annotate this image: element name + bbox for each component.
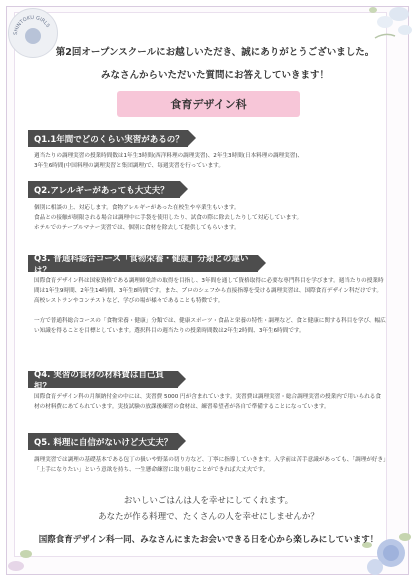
question-1-heading: Q1.1年間でどのくらい実習があるの？ — [28, 130, 188, 147]
question-5-heading: Q5. 料理に自信がないけど大丈夫？ — [28, 433, 178, 450]
answer-2-line-3: ホテルでのテーブルマナー実習では、個別に食材を除去して提供してもらいます。 — [34, 225, 240, 231]
intro-thanks: 第2回オープンスクールにお越しいただき、誠にありがとうございました。 — [55, 47, 375, 58]
answer-3-spacer — [34, 306, 386, 316]
closing-final-message: 国際食育デザイン科一同、みなさんにまたお会いできる日を心から楽しみにしています！ — [38, 535, 379, 545]
answer-3 — [34, 276, 386, 336]
answer-2 — [34, 203, 386, 233]
flower-decoration-top-right-icon — [355, 2, 413, 46]
answer-4-paragraph: 国際食育デザイン科の月額納付金の中には、実習費 5000 円が含まれています。実習費は調理実習・総合調理実習の授業内で用いられる食材の材料費にあてられています。実技試験の放課後練習の食材は、練習希望者が各自で準備することになっています。 — [34, 394, 381, 410]
question-2-heading: Q2.アレルギーがあっても大丈夫？ — [28, 181, 180, 198]
intro-subtitle: みなさんからいただいた質問にお答えしていきます！ — [100, 70, 329, 81]
question-3-heading: Q3. 普通科総合コース「食物栄養・健康」分類との違いは？ — [28, 255, 258, 272]
answer-1-line-1: 週当たりの調理実習の授業時間数は1年生3時間(西洋料理の調理実習)、2年生3時間(日本料理の調理実習)、 — [34, 153, 304, 159]
closing-line-2: あなたが作る料理で、たくさんの人を幸せにしませんか？ — [98, 512, 319, 522]
answer-1 — [34, 151, 386, 171]
answer-4 — [34, 392, 386, 412]
question-4-heading: Q4. 実習の食材の材料費は自己負担？ — [28, 371, 178, 388]
answer-3-paragraph-1: 国際食育デザイン科は国家資格である調理師免許の取得を目指し、3年間を通して資格取得に必要な専門科目を学びます。週当たりの授業時間は1年生9時間、2年生14時間、3年生8時間です。また、プロのシェフから直接指導を受ける調理実習は、国際食育デザイン科だけです。高校レストランやコンテストなど、学びの場が様々であることも特徴です。 — [34, 278, 384, 304]
closing-line-1: おいしいごはんは人を幸せにしてくれます。 — [123, 496, 294, 506]
answer-5 — [34, 455, 386, 475]
flower-decoration-bottom-left-icon — [4, 540, 40, 580]
answer-2-line-2: 食品との接触が制限される場合は調理中に手袋を使用したり、試食の際に除去したりして対応しています。 — [34, 215, 303, 221]
answer-5-paragraph: 調理実習では調理の基礎基本である包丁の扱いや野菜の切り方など、丁寧に指導していきます。入学前は苦手意識があっても、「調理が好き」「上手になりたい」という意欲を持ち、一生懸命練習に取り組むことができれば大丈夫です。 — [34, 457, 386, 473]
logo-text: SHINTOKU GIRLS — [12, 14, 51, 36]
answer-1-line-2: 3年生6時間(中国料理の調理実習と集団調理)で、毎週実習を行っています。 — [34, 163, 224, 169]
answer-2-line-1: 個別に相談の上、対応します。食物アレルギーがあった在校生や卒業生もいます。 — [34, 205, 240, 211]
answer-3-paragraph-2: 一方で普通科総合コースの「食物栄養・健康」分類では、健康スポーツ・食品と栄養の特性・調理など、食と健康に関する科目を学び、幅広い知識を得ることを目標としています。選択科目の週当たりの授業時間数は2年生2時間、3年生6時間です。 — [34, 318, 386, 334]
department-title: 食育デザイン科 — [117, 91, 300, 117]
